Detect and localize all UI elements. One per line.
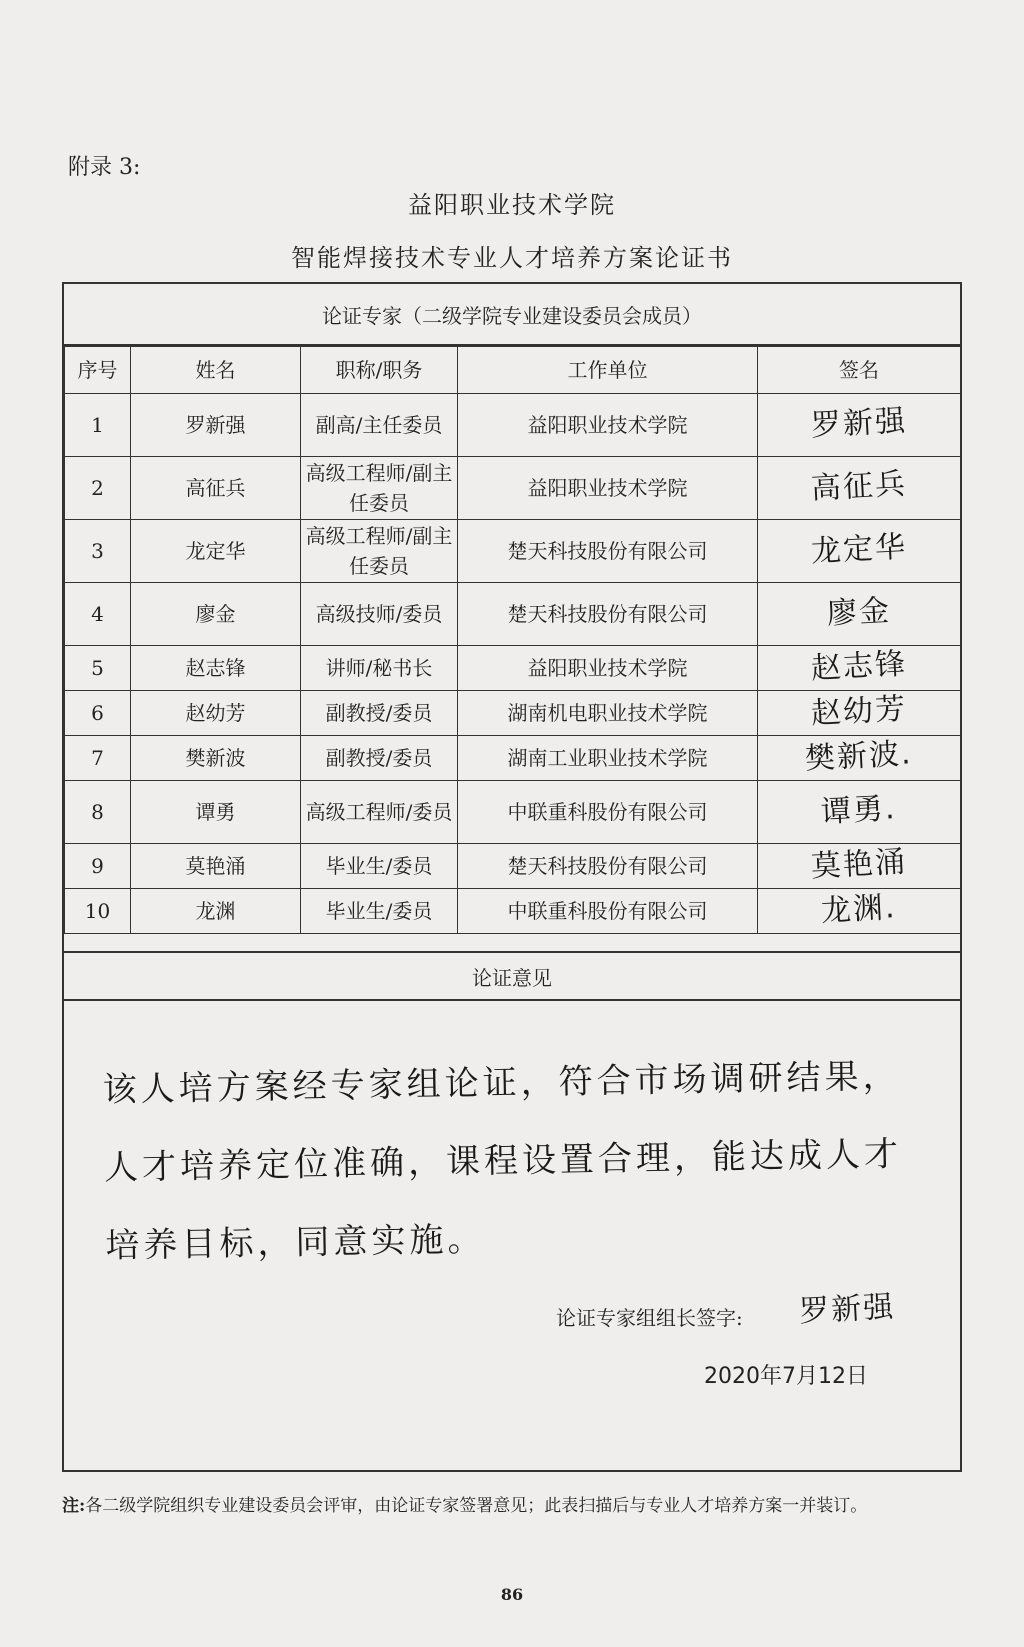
- column-header: 签名: [758, 347, 961, 394]
- member-org: 益阳职业技术学院: [458, 646, 758, 691]
- member-org: 中联重科股份有限公司: [458, 781, 758, 844]
- table-row: [65, 889, 961, 934]
- signature-cell: [758, 457, 961, 520]
- handwritten-signature: 赵志锋: [810, 646, 908, 687]
- member-name: 赵志锋: [131, 646, 301, 691]
- appendix-label: 附录 3:: [68, 155, 141, 180]
- member-org: 中联重科股份有限公司: [458, 889, 758, 934]
- table-row: [65, 844, 961, 889]
- signature-cell: [758, 691, 961, 736]
- member-title: 讲师/秘书长: [301, 646, 458, 691]
- signature-cell: [758, 844, 961, 889]
- member-name: 廖金: [131, 583, 301, 646]
- signature-cell: [758, 889, 961, 934]
- signature-cell: [758, 394, 961, 457]
- row-number: 10: [65, 889, 131, 934]
- member-name: 高征兵: [131, 457, 301, 520]
- member-org: 楚天科技股份有限公司: [458, 844, 758, 889]
- member-title: 毕业生/委员: [301, 889, 458, 934]
- row-number: 2: [65, 457, 131, 520]
- handwritten-signature: 罗新强: [810, 403, 908, 444]
- member-title: 高级工程师/副主任委员: [301, 520, 458, 583]
- row-number: 5: [65, 646, 131, 691]
- leader-signature-label: 论证专家组组长签字:: [556, 1306, 743, 1330]
- table-row: [65, 781, 961, 844]
- table-row: [65, 457, 961, 520]
- signature-cell: [758, 781, 961, 844]
- member-name: 赵幼芳: [131, 691, 301, 736]
- opinion-line: 该人培方案经专家组论证，符合市场调研结果，: [102, 1056, 901, 1111]
- column-header: 姓名: [131, 347, 301, 394]
- footnote-text: 各二级学院组织专业建设委员会评审，由论证专家签署意见；此表扫描后与专业人才培养方案一并装订。: [85, 1496, 868, 1516]
- table-row: [65, 646, 961, 691]
- footnote-label: 注:: [62, 1496, 86, 1516]
- member-name: 龙定华: [131, 520, 301, 583]
- member-name: 樊新波: [131, 736, 301, 781]
- member-title: 副教授/委员: [301, 691, 458, 736]
- table-row: [65, 736, 961, 781]
- committee-table: [64, 346, 961, 934]
- handwritten-signature: 罗新强: [798, 1289, 897, 1330]
- member-name: 罗新强: [131, 394, 301, 457]
- member-org: 湖南工业职业技术学院: [458, 736, 758, 781]
- handwritten-signature: 谭勇.: [820, 791, 898, 830]
- handwritten-signature: 樊新波.: [804, 736, 914, 777]
- column-header: 序号: [65, 347, 131, 394]
- row-number: 9: [65, 844, 131, 889]
- opinion-line: 人才培养定位准确，课程设置合理，能达成人才: [103, 1134, 903, 1189]
- signature-cell: [758, 520, 961, 583]
- signature-cell: [758, 646, 961, 691]
- handwritten-signature: 龙定华: [810, 529, 908, 570]
- member-title: 高级工程师/副主任委员: [301, 457, 458, 520]
- row-number: 1: [65, 394, 131, 457]
- member-title: 毕业生/委员: [301, 844, 458, 889]
- column-header: 工作单位: [458, 347, 758, 394]
- member-title: 副教授/委员: [301, 736, 458, 781]
- footnote: [62, 1490, 962, 1522]
- opinion-line: 培养目标，同意实施。: [105, 1219, 486, 1267]
- handwritten-signature: 廖金: [826, 593, 892, 632]
- column-header: 职称/职务: [301, 347, 458, 394]
- member-org: 楚天科技股份有限公司: [458, 583, 758, 646]
- signature-cell: [758, 583, 961, 646]
- signing-date: 2020年7月12日: [704, 1364, 868, 1389]
- committee-caption: 论证专家（二级学院专业建设委员会成员）: [64, 286, 960, 346]
- leader-signature: [799, 1284, 895, 1328]
- signature-cell: [758, 736, 961, 781]
- member-org: 湖南机电职业技术学院: [458, 691, 758, 736]
- table-row: [65, 691, 961, 736]
- member-org: 益阳职业技术学院: [458, 394, 758, 457]
- opinion-caption: 论证意见: [64, 951, 960, 1001]
- table-row: [65, 394, 961, 457]
- row-number: 7: [65, 736, 131, 781]
- member-title: 高级工程师/委员: [301, 781, 458, 844]
- table-row: [65, 583, 961, 646]
- member-name: 龙渊: [131, 889, 301, 934]
- member-name: 谭勇: [131, 781, 301, 844]
- opinion-text: [102, 1037, 926, 1285]
- page-number: 86: [500, 1585, 524, 1604]
- table-row: [65, 520, 961, 583]
- member-name: 莫艳涌: [131, 844, 301, 889]
- member-org: 楚天科技股份有限公司: [458, 520, 758, 583]
- row-number: 8: [65, 781, 131, 844]
- institution-title: 益阳职业技术学院: [408, 191, 616, 219]
- member-title: 副高/主任委员: [301, 394, 458, 457]
- handwritten-signature: 高征兵: [810, 466, 908, 507]
- certification-form: [62, 282, 962, 1472]
- row-number: 3: [65, 520, 131, 583]
- table-header-row: [65, 347, 961, 394]
- handwritten-signature: 莫艳涌: [810, 844, 908, 885]
- handwritten-signature: 赵幼芳: [810, 691, 908, 732]
- document-title: 智能焊接技术专业人才培养方案论证书: [291, 244, 733, 272]
- handwritten-signature: 龙渊.: [820, 890, 898, 929]
- row-number: 4: [65, 583, 131, 646]
- member-org: 益阳职业技术学院: [458, 457, 758, 520]
- member-title: 高级技师/委员: [301, 583, 458, 646]
- row-number: 6: [65, 691, 131, 736]
